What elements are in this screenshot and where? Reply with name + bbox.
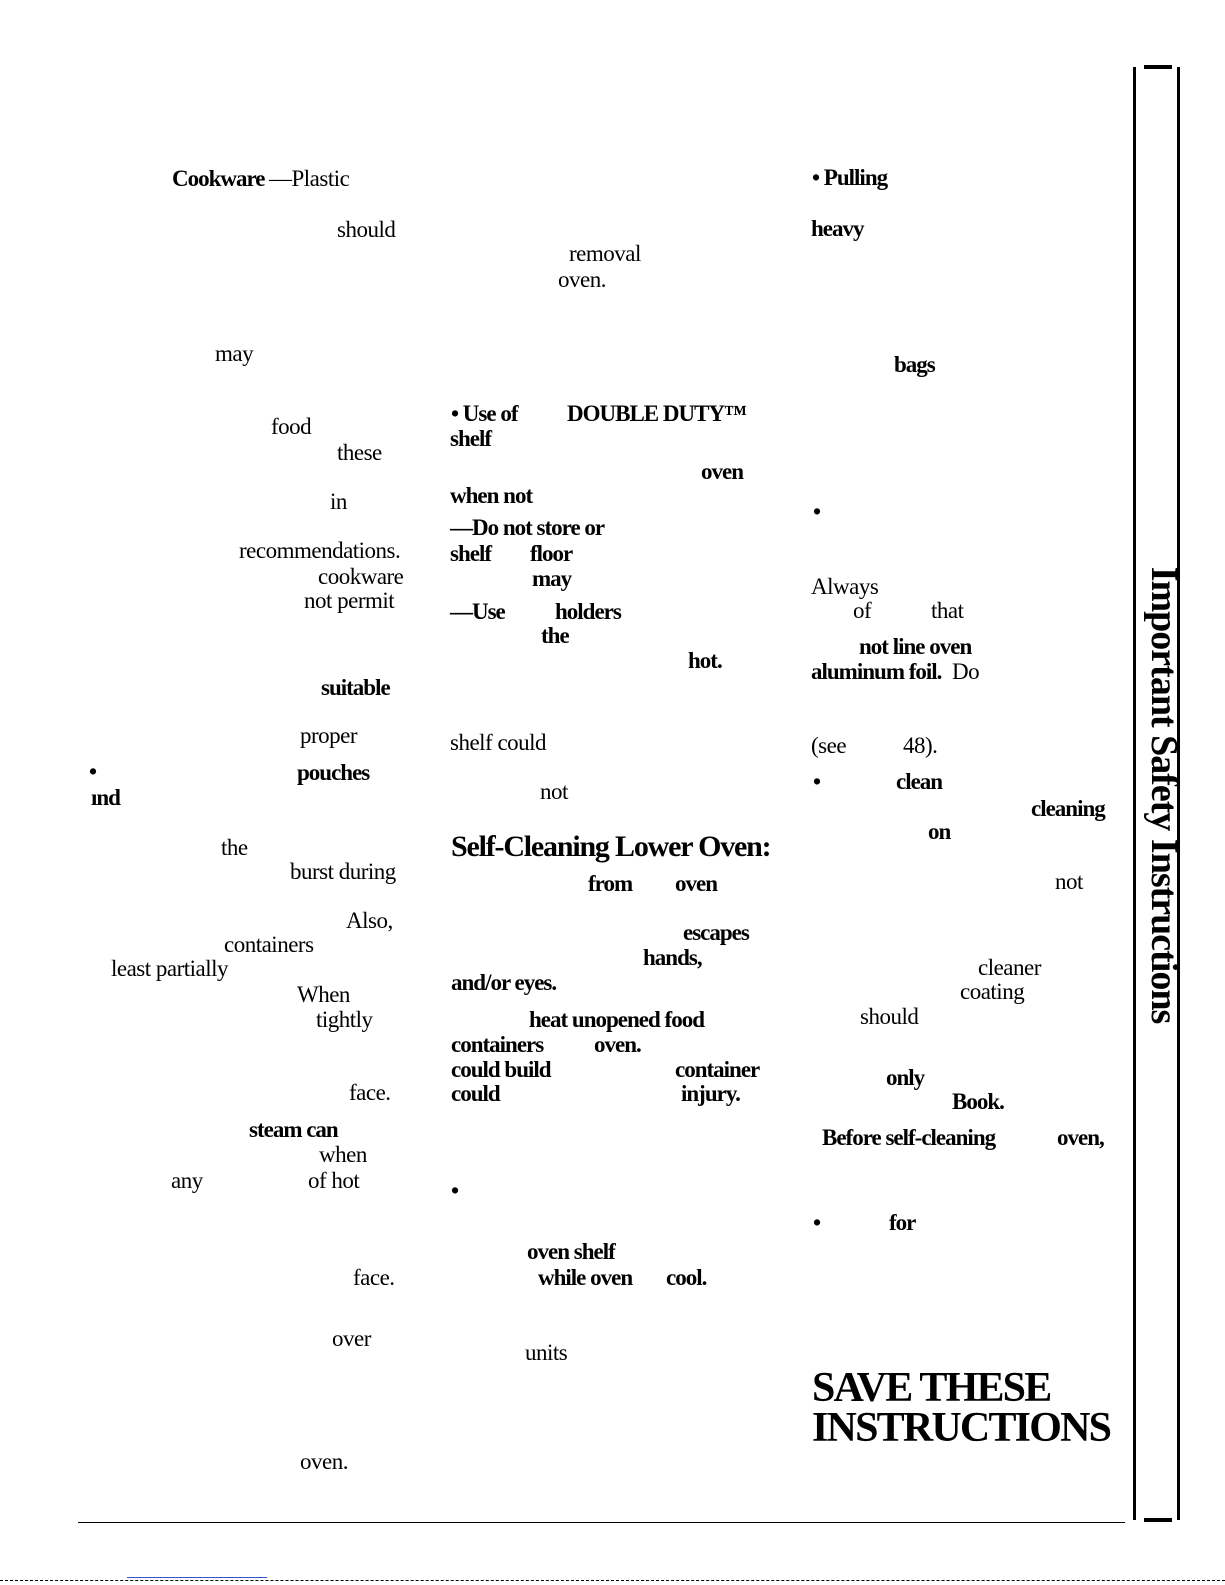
text-fragment: shelf — [450, 541, 491, 566]
text-fragment: cleaning — [1031, 796, 1105, 821]
sidebar-top-tick — [1144, 65, 1172, 69]
text-fragment: injury. — [681, 1081, 740, 1106]
text-fragment: units — [525, 1340, 568, 1365]
text-fragment: clean — [896, 769, 943, 794]
text-fragment: bags — [894, 352, 935, 377]
text-fragment: Before self-cleaning — [822, 1125, 996, 1150]
scan-edge-line — [0, 1580, 1225, 1581]
text-fragment: the — [221, 835, 248, 860]
text-fragment: these — [337, 440, 382, 465]
text-fragment: Book. — [952, 1089, 1004, 1114]
text-fragment: cleaner — [978, 955, 1041, 980]
text-fragment: containers — [224, 932, 314, 957]
text-fragment: not line oven — [859, 634, 972, 659]
text-fragment: face. — [349, 1080, 391, 1105]
text-fragment: shelf — [450, 426, 491, 451]
text-fragment: container — [675, 1057, 760, 1082]
bottom-rule — [78, 1522, 1125, 1523]
text-fragment: when — [319, 1142, 367, 1167]
text-fragment: oven shelf — [527, 1239, 615, 1264]
text-fragment: containers — [451, 1032, 544, 1057]
sidebar-bottom-tick — [1144, 1518, 1172, 1522]
text-fragment: Always — [811, 574, 879, 599]
text-fragment: cookware — [318, 564, 404, 589]
text-fragment: while oven — [538, 1265, 633, 1290]
text-fragment: tightly — [316, 1007, 373, 1032]
bullet: • — [813, 1210, 821, 1235]
save-instructions-line2: INSTRUCTIONS — [812, 1405, 1111, 1451]
text-fragment: heavy — [811, 216, 864, 241]
text-fragment: oven — [701, 459, 743, 484]
text-fragment: Do — [952, 659, 980, 684]
text-fragment: • Pulling — [812, 165, 888, 190]
text-fragment: oven. — [594, 1032, 641, 1057]
text-fragment: on — [928, 819, 951, 844]
text-fragment: escapes — [683, 920, 749, 945]
text-fragment: cool. — [666, 1265, 707, 1290]
text-fragment: hands, — [643, 945, 702, 970]
text-fragment: over — [332, 1326, 371, 1351]
section-heading: Self-Cleaning Lower Oven: — [451, 830, 771, 863]
text-fragment: oven — [675, 871, 717, 896]
text-fragment: removal — [569, 241, 641, 266]
text-fragment: only — [886, 1065, 925, 1090]
text-fragment: aluminum foil. — [811, 659, 942, 684]
text-fragment: when not — [450, 483, 533, 508]
text-fragment: oven. — [300, 1449, 348, 1474]
text-fragment: of hot — [308, 1168, 360, 1193]
bullet: • — [813, 499, 821, 524]
text-fragment: least partially — [111, 956, 229, 981]
text-fragment: 48). — [903, 733, 938, 758]
text-fragment: not permit — [304, 588, 395, 613]
text-plastic: —Plastic — [269, 166, 350, 191]
text-fragment: heat unopened food — [529, 1007, 704, 1032]
scan-mark — [127, 1577, 267, 1578]
text-fragment: and/or eyes. — [451, 970, 557, 995]
text-fragment: ınd — [91, 785, 120, 810]
text-fragment: steam can — [249, 1117, 338, 1142]
text-fragment: could build — [451, 1057, 551, 1082]
double-duty-label: DOUBLE DUTY™ — [567, 401, 747, 426]
text-fragment: not — [540, 779, 568, 804]
save-instructions-line1: SAVE THESE — [812, 1365, 1051, 1411]
text-fragment: of — [853, 598, 872, 623]
text-fragment: should — [860, 1004, 919, 1029]
text-fragment: not — [1055, 869, 1083, 894]
bullet: • — [813, 769, 821, 794]
text-fragment: burst during — [290, 859, 396, 884]
text-fragment: —Do not store or — [450, 515, 605, 540]
text-fragment: may — [215, 341, 254, 366]
text-fragment: may — [532, 566, 572, 591]
text-fragment: from — [588, 871, 633, 896]
text-fragment: recommendations. — [239, 538, 401, 563]
text-fragment: food — [271, 414, 312, 439]
text-fragment: floor — [530, 541, 573, 566]
text-fragment: coating — [960, 979, 1025, 1004]
text-fragment: proper — [300, 723, 358, 748]
text-fragment: pouches — [297, 760, 370, 785]
text-fragment: Also, — [346, 908, 393, 933]
sidebar-title: Important Safety Instructions — [1143, 566, 1185, 1024]
text-fragment: When — [297, 982, 350, 1007]
text-fragment: —Use — [450, 599, 505, 624]
text-fragment: hot. — [688, 648, 722, 673]
text-fragment: (see — [811, 733, 847, 758]
text-fragment: in — [330, 489, 347, 514]
text-fragment: shelf could — [450, 730, 547, 755]
text-fragment: any — [171, 1168, 203, 1193]
text-fragment: face. — [353, 1265, 395, 1290]
text-fragment: the — [541, 623, 569, 648]
text-fragment: could — [451, 1081, 500, 1106]
text-fragment: • Use of — [451, 401, 518, 426]
text-fragment: that — [931, 598, 964, 623]
sidebar-left-bar — [1133, 67, 1136, 1520]
cookware-heading: Cookware — [172, 166, 265, 191]
text-fragment: for — [889, 1210, 916, 1235]
bullet: • — [89, 759, 97, 784]
bullet: • — [451, 1178, 459, 1203]
text-fragment: should — [337, 217, 396, 242]
text-fragment: oven, — [1057, 1125, 1104, 1150]
text-fragment: suitable — [321, 675, 390, 700]
text-fragment: holders — [555, 599, 621, 624]
text-fragment: oven. — [558, 267, 606, 292]
